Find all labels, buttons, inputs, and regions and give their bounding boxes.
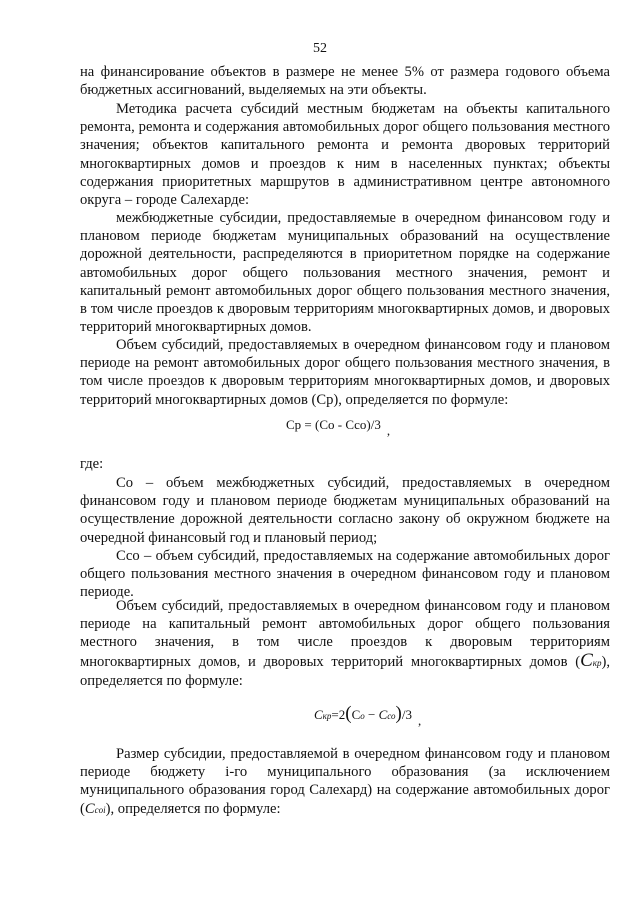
paragraph-repair-volume: Объем субсидий, предоставляемых в очередном финансовом году и плановом периоде на ремонт автомобильных дорог общего пользования местного значения, в том числе проездов к дворовым территориям многоквартирных домов, и дворовых территорий многоквартирных домов (Ср), определяется по формуле:: [80, 337, 610, 408]
label-where: где:: [80, 456, 104, 472]
formula-cr: [286, 417, 391, 438]
capital-repair-text: Объем субсидий, предоставляемых в очередном финансовом году и плановом периоде на капитальный ремонт автомобильных дорог общего пользования местного значения, в том числе проездов к дворовым территориям многоквартирных домов, и дворовых территорий многоквартирных домов (: [80, 598, 610, 670]
formula-ckr: Скр=2(Со − Ссо)/3 ,: [314, 703, 422, 728]
formula-cr-text: Ср = (Со - Ссо)/3: [286, 417, 381, 432]
definition-co: Со – объем межбюджетных субсидий, предоставляемых в очередном финансовом году и плановом периоде бюджетам муниципальных образований на осуществление дорожной деятельности согласно закону об окружном бюджете на очередной финансовый год и плановый период;: [80, 475, 610, 546]
paragraph-methodology: Методика расчета субсидий местным бюджетам на объекты капитального ремонта, ремонта и содержания автомобильных дорог общего пользования местного значения; объектов капитального ремонта и ремонта дворовых территорий многоквартирных домов и проездов к ним в населенных пунктах; объекты содержания приоритетных маршрутов в административном центре автономного округа – городе Салехарде:: [80, 101, 610, 209]
formula-cr-comma: ,: [386, 423, 391, 438]
subsidy-size-tail: ), определяется по формуле:: [105, 800, 281, 817]
ccoi-symbol: Сcoi: [84, 800, 106, 817]
page-number: 52: [313, 41, 327, 56]
subsidy-size-text: Размер субсидии, предоставляемой в очередном финансовом году и плановом периоде бюджету i-го муниципального образования (за исключением муниципального образования город Салехард) на содержание автомобильных дорог (: [80, 746, 610, 817]
definition-cco: Ссо – объем субсидий, предоставляемых на содержание автомобильных дорог общего пользования местного значения в очередном финансовом году и плановом периоде.: [80, 548, 610, 601]
paragraph-1: на финансирование объектов в размере не менее 5% от размера годового объема бюджетных ассигнований, выделяемых на эти объекты.: [80, 64, 610, 99]
capital-repair-tail: ), определяется по формуле:: [80, 653, 610, 689]
paragraph-subsidy-size: [80, 745, 610, 819]
paragraph-interbudget: межбюджетные субсидии, предоставляемые в очередном финансовом году и плановом периоде бюджетам муниципальных образований на осуществление дорожной деятельности, распределяются в приоритетном порядке на содержание автомобильных дорог общего пользования местного значения, ремонт и капитальный ремонт автомобильных дорог общего пользования местного значения, в том числе проездов к дворовым территориям многоквартирных домов, и дворовых территорий многоквартирных домов.: [80, 210, 610, 336]
paragraph-capital-repair: [80, 597, 610, 690]
ckr-symbol: Скр: [580, 649, 602, 671]
